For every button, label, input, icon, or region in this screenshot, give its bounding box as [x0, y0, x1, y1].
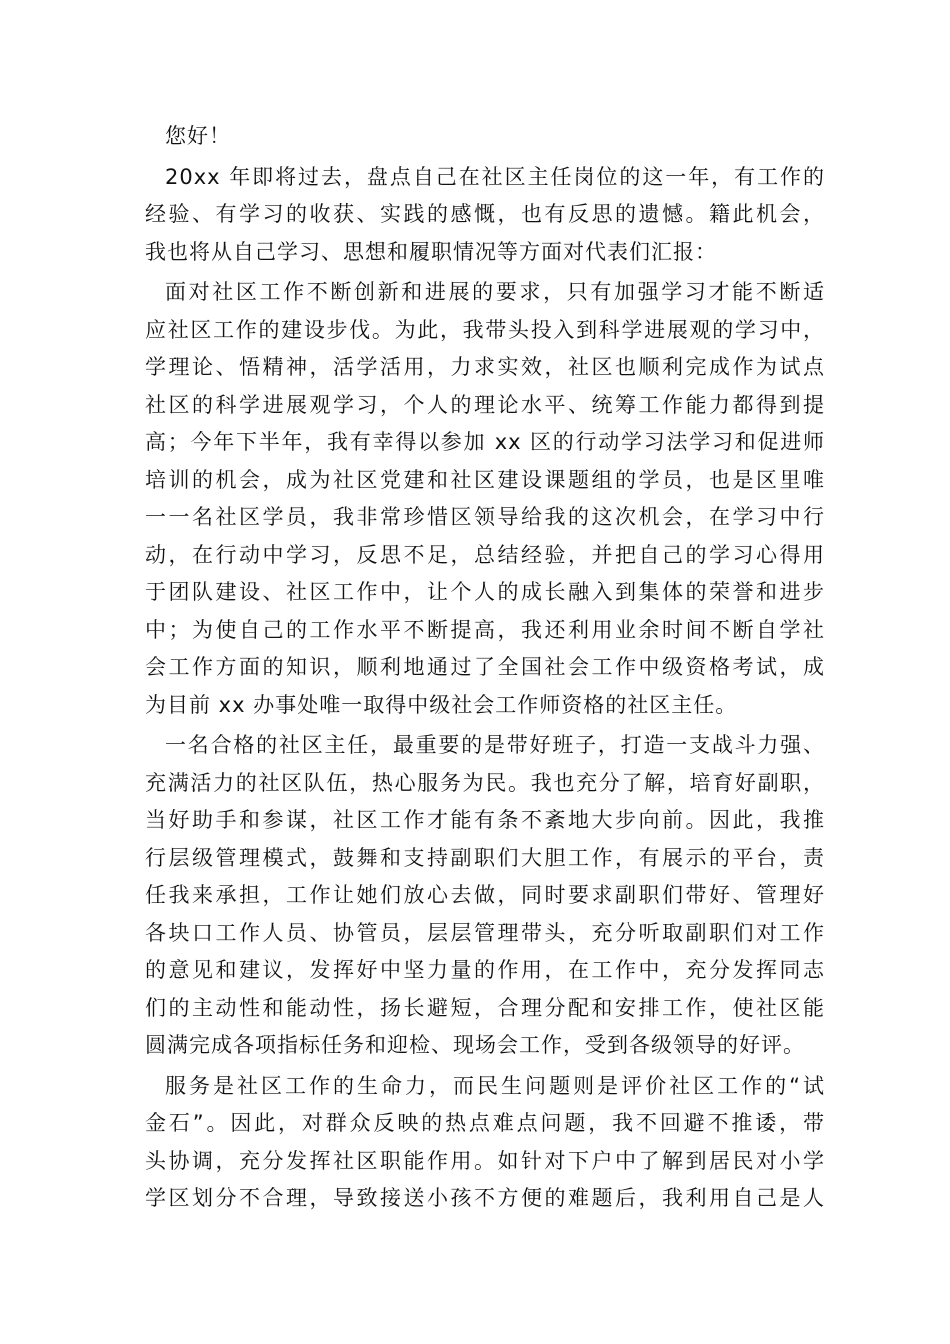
- text-line: 任我来承担，工作让她们放心去做，同时要求副职们带好、管理好: [145, 883, 825, 907]
- text-line: 经验、有学习的收获、实践的感慨，也有反思的遗憾。籍此机会，: [145, 202, 825, 226]
- text-line: 一一名社区学员，我非常珍惜区领导给我的这次机会，在学习中行: [145, 505, 825, 529]
- text-line: 学区划分不合理，导致接送小孩不方便的难题后，我利用自己是人: [145, 1186, 825, 1210]
- text-line: 学理论、悟精神，活学活用，力求实效，社区也顺利完成作为试点: [145, 355, 825, 379]
- text-line: 充满活力的社区队伍，热心服务为民。我也充分了解，培育好副职，: [145, 770, 825, 795]
- text-line: 20xx 年即将过去，盘点自己在社区主任岗位的这一年，有工作的: [165, 164, 825, 189]
- paragraph: [145, 1068, 825, 1218]
- text-line: 各块口工作人员、协管员，层层管理带头，充分听取副职们对工作: [145, 920, 825, 945]
- text-line: 的意见和建议，发挥好中坚力量的作用，在工作中，充分发挥同志: [145, 958, 825, 982]
- text-line: 会工作方面的知识，顺利地通过了全国社会工作中级资格考试，成: [145, 655, 825, 679]
- paragraph: [145, 727, 825, 1065]
- text-line: 为目前 xx 办事处唯一取得中级社会工作师资格的社区主任。: [145, 692, 738, 717]
- text-line: 们的主动性和能动性，扬长避短，合理分配和安排工作，使社区能: [145, 995, 825, 1020]
- text-line: 一名合格的社区主任，最重要的是带好班子，打造一支战斗力强、: [165, 733, 825, 757]
- paragraph: [145, 159, 825, 272]
- text-line: 社区的科学进展观学习，个人的理论水平、统筹工作能力都得到提: [145, 392, 825, 417]
- text-line: 动，在行动中学习，反思不足，总结经验，并把自己的学习心得用: [145, 542, 825, 567]
- text-line: 行层级管理模式，鼓舞和支持副职们大胆工作，有展示的平台，责: [145, 845, 825, 870]
- text-line: 高；今年下半年，我有幸得以参加 xx 区的行动学习法学习和促进师: [145, 430, 825, 454]
- text-line: 面对社区工作不断创新和进展的要求，只有加强学习才能不断适: [165, 280, 825, 304]
- text-line: 于团队建设、社区工作中，让个人的成长融入到集体的荣誉和进步: [145, 580, 825, 604]
- text-line: 圆满完成各项指标任务和迎检、现场会工作，受到各级领导的好评。: [145, 1033, 805, 1057]
- text-line: 金石”。因此，对群众反映的热点难点问题，我不回避不推诿，带: [145, 1111, 825, 1135]
- text-line: 您好！: [165, 124, 231, 148]
- text-line: 我也将从自己学习、思想和履职情况等方面对代表们汇报：: [145, 239, 717, 264]
- text-line: 头协调，充分发挥社区职能作用。如针对下户中了解到居民对小学: [145, 1148, 825, 1173]
- paragraph: [145, 274, 825, 724]
- document-body: [145, 118, 825, 1218]
- text-line: 应社区工作的建设步伐。为此，我带头投入到科学进展观的学习中，: [145, 317, 825, 342]
- text-line: 培训的机会，成为社区党建和社区建设课题组的学员，也是区里唯: [145, 467, 825, 492]
- paragraph: [145, 118, 825, 156]
- text-line: 当好助手和参谋，社区工作才能有条不紊地大步向前。因此，我推: [145, 808, 825, 832]
- text-line: 服务是社区工作的生命力，而民生问题则是评价社区工作的“试: [165, 1073, 825, 1098]
- text-line: 中；为使自己的工作水平不断提高，我还利用业余时间不断自学社: [145, 617, 825, 642]
